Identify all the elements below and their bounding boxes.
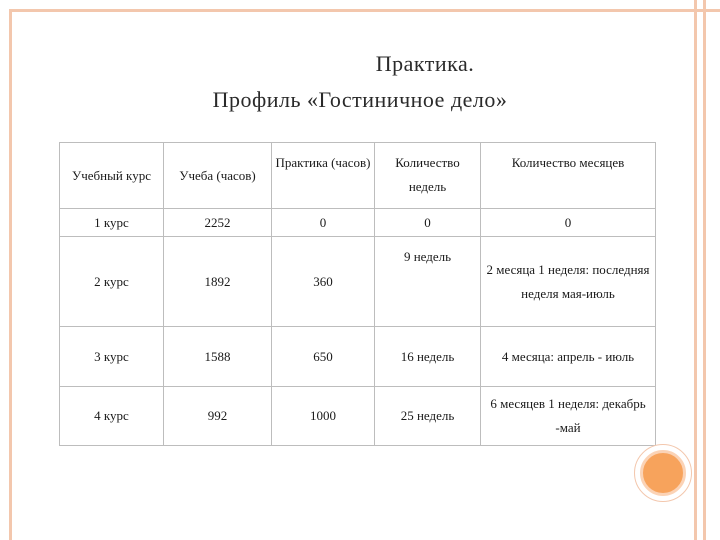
cell-study: 992 [164, 387, 272, 446]
cell-months: 0 [481, 209, 656, 237]
cell-practice: 360 [272, 237, 375, 327]
slide-title-line1: Практика. [375, 51, 475, 76]
table-row [60, 209, 656, 237]
cell-course: 2 курс [60, 237, 164, 327]
header-practice: Практика (часов) [272, 143, 375, 209]
header-study: Учеба (часов) [164, 143, 272, 209]
cell-weeks: 16 недель [375, 327, 481, 387]
cell-months: 6 месяцев 1 неделя: декабрь -май [481, 387, 656, 446]
table-row [60, 237, 656, 327]
cell-practice: 0 [272, 209, 375, 237]
cell-months: 2 месяца 1 неделя: последняя неделя мая-июль [481, 237, 656, 327]
practice-table [59, 142, 655, 445]
header-weeks: Количество недель [375, 143, 481, 209]
cell-study: 1588 [164, 327, 272, 387]
cell-practice: 650 [272, 327, 375, 387]
header-course: Учебный курс [60, 143, 164, 209]
slide-title [0, 46, 720, 118]
cell-course: 3 курс [60, 327, 164, 387]
cell-study: 1892 [164, 237, 272, 327]
table-row [60, 327, 656, 387]
table-header-row [60, 143, 656, 209]
cell-months: 4 месяца: апрель - июль [481, 327, 656, 387]
cell-study: 2252 [164, 209, 272, 237]
decorative-circle-icon [640, 450, 686, 496]
header-months: Количество месяцев [481, 143, 656, 209]
cell-weeks: 9 недель [375, 237, 481, 327]
table-row [60, 387, 656, 446]
slide-title-line2: Профиль «Гостиничное дело» [212, 87, 508, 112]
frame-top-line [9, 9, 720, 12]
cell-weeks: 0 [375, 209, 481, 237]
cell-practice: 1000 [272, 387, 375, 446]
cell-course: 4 курс [60, 387, 164, 446]
cell-weeks: 25 недель [375, 387, 481, 446]
cell-course: 1 курс [60, 209, 164, 237]
